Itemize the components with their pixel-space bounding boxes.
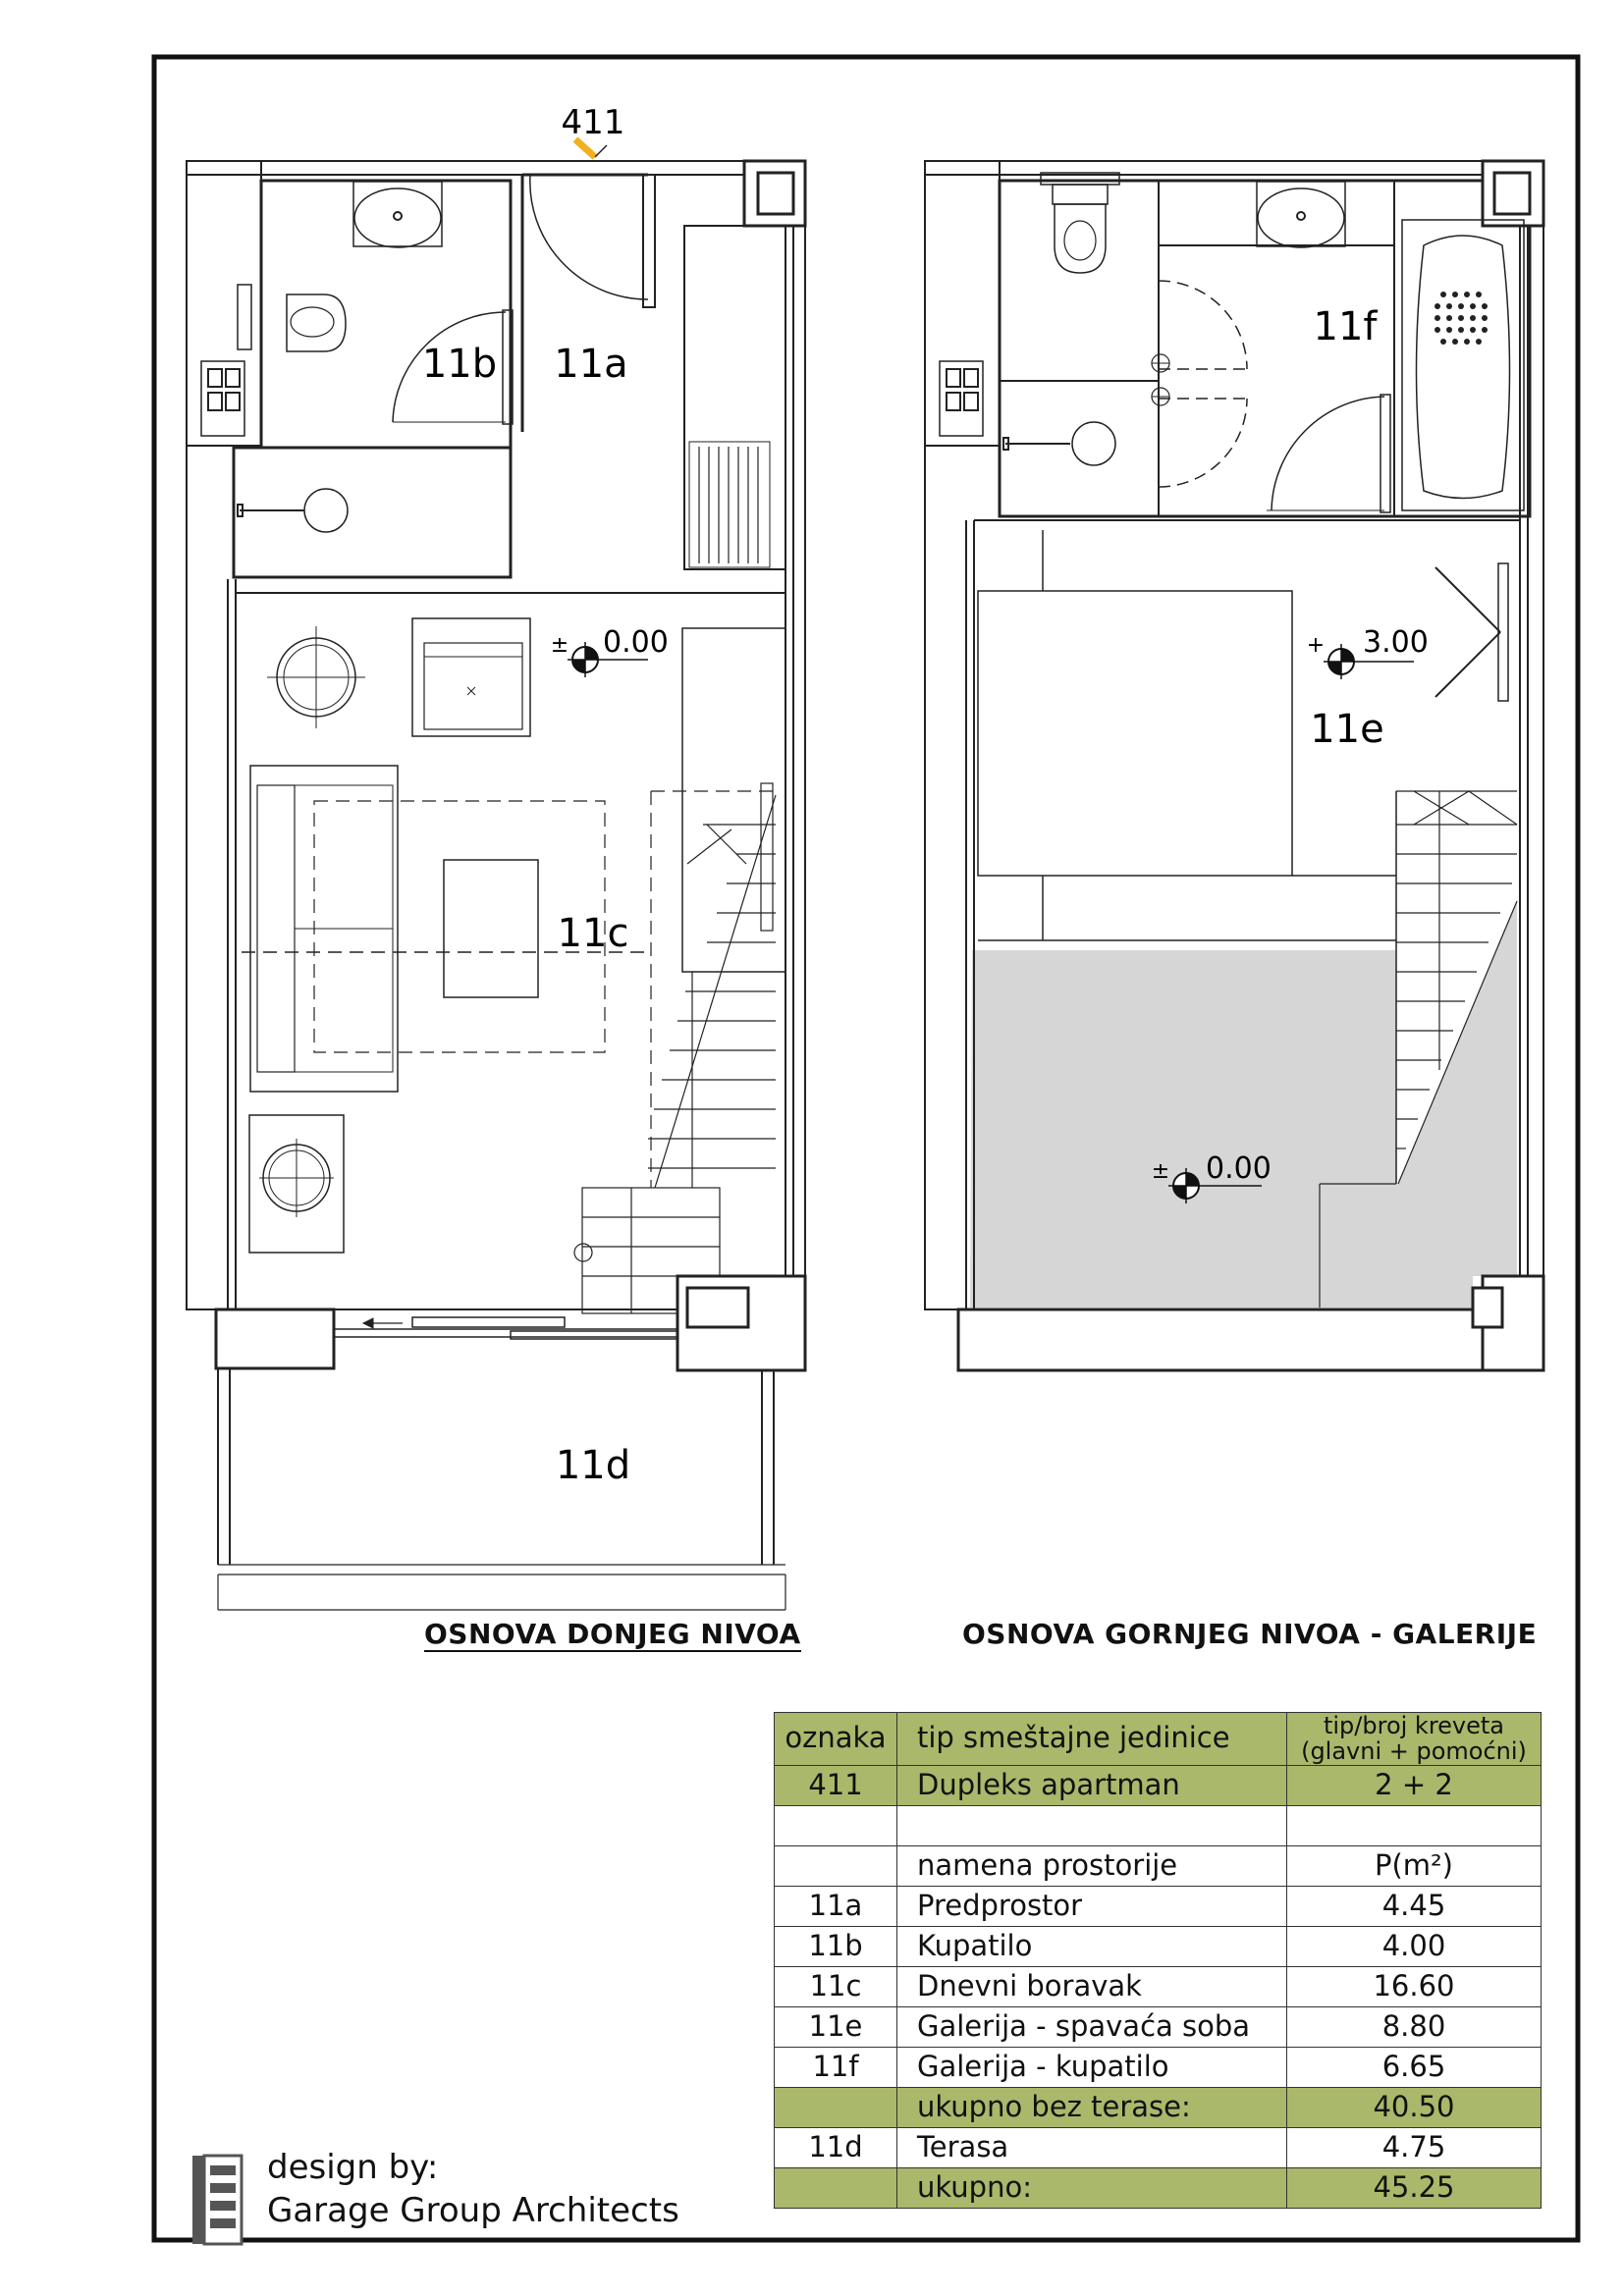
- header-beds: [1287, 1713, 1542, 1766]
- room-code: 11a: [775, 1886, 897, 1926]
- table-row: [775, 2006, 1542, 2047]
- level-sign: ±: [550, 633, 569, 658]
- room-header-row: [775, 1845, 1542, 1886]
- room-area: 16.60: [1287, 1966, 1542, 2006]
- room-label-11b: 11b: [421, 342, 498, 387]
- total-row: [775, 2167, 1542, 2208]
- room-name: Galerija - kupatilo: [897, 2047, 1287, 2087]
- upper-plan-title: OSNOVA GORNJEG NIVOA - GALERIJE: [962, 1618, 1538, 1650]
- unit-code: 411: [775, 1765, 897, 1805]
- header-beds-line1: tip/broj kreveta: [1323, 1712, 1505, 1739]
- subtotal-label: ukupno bez terase:: [897, 2087, 1287, 2127]
- terrace-area: 4.75: [1287, 2127, 1542, 2167]
- unit-type: Dupleks apartman: [897, 1765, 1287, 1805]
- room-name: Predprostor: [897, 1886, 1287, 1926]
- room-label-11d: 11d: [555, 1443, 631, 1488]
- level-upper-sign: +: [1306, 633, 1326, 658]
- table-row: [775, 1926, 1542, 1966]
- table-row: [775, 2047, 1542, 2087]
- unit-row: [775, 1765, 1542, 1805]
- room-name: Dnevni boravak: [897, 1966, 1287, 2006]
- garage-group-logo-icon: [192, 2156, 242, 2244]
- terrace-code: 11d: [775, 2127, 897, 2167]
- total-label: ukupno:: [897, 2167, 1287, 2208]
- room-code: 11f: [775, 2047, 897, 2087]
- header-tip: tip smeštajne jedinice: [897, 1713, 1287, 1766]
- level-upper-value: 3.00: [1363, 625, 1429, 660]
- room-name: Galerija - spavaća soba: [897, 2006, 1287, 2047]
- room-name: Kupatilo: [897, 1926, 1287, 1966]
- ground-plan-title: OSNOVA DONJEG NIVOA: [424, 1618, 801, 1650]
- total-area: 45.25: [1287, 2167, 1542, 2208]
- level-lower-value: 0.00: [1206, 1151, 1272, 1186]
- schedule-header-row: [775, 1713, 1542, 1766]
- table-row: [775, 1966, 1542, 2006]
- level-value: 0.00: [603, 625, 669, 660]
- room-code: 11e: [775, 2006, 897, 2047]
- unit-beds: 2 + 2: [1287, 1765, 1542, 1805]
- room-code: 11c: [775, 1966, 897, 2006]
- room-area: 6.65: [1287, 2047, 1542, 2087]
- upper-floor-plan: [925, 161, 1543, 1370]
- terrace-row: [775, 2127, 1542, 2167]
- room-area: 4.00: [1287, 1926, 1542, 1966]
- header-oznaka: oznaka: [775, 1713, 897, 1766]
- level-lower-sign: ±: [1151, 1159, 1170, 1184]
- room-area: 4.45: [1287, 1886, 1542, 1926]
- room-label-11a: 11a: [554, 342, 628, 387]
- spacer-row: [775, 1805, 1542, 1845]
- room-code: 11b: [775, 1926, 897, 1966]
- subtotal-area: 40.50: [1287, 2087, 1542, 2127]
- room-header-area: P(m²): [1287, 1845, 1542, 1886]
- room-area: 8.80: [1287, 2006, 1542, 2047]
- room-label-11c: 11c: [557, 911, 629, 956]
- header-beds-line2: (glavni + pomoćni): [1301, 1737, 1527, 1766]
- unit-schedule-table: [774, 1712, 1542, 2209]
- room-header-name: namena prostorije: [897, 1845, 1287, 1886]
- terrace-name: Terasa: [897, 2127, 1287, 2167]
- room-label-11e: 11e: [1310, 707, 1384, 752]
- unit-number-label: 411: [561, 103, 625, 142]
- credit-line1: design by:: [267, 2148, 439, 2187]
- subtotal-row: [775, 2087, 1542, 2127]
- room-label-11f: 11f: [1313, 304, 1378, 349]
- table-row: [775, 1886, 1542, 1926]
- credit-line2: Garage Group Architects: [267, 2191, 679, 2230]
